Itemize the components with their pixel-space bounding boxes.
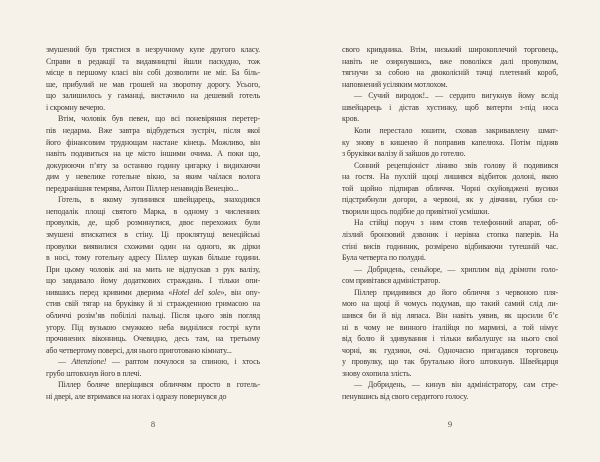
paragraph (342, 44, 558, 90)
text-line: угору. Під вузькою смужкою неба виднілися гострі кути (46, 322, 260, 332)
text-line: його фінансовим труднощам настане кінець. Можливо, він (46, 137, 260, 147)
text-line: або четвертому поверсі, для нього приготовано кімнату... (46, 345, 232, 355)
text-line: ні в чому не винного італійця по мармизі, а той німує (342, 322, 558, 332)
text-line: підстрибнули догори, а червоні, як у дівчини, губки со- (342, 195, 558, 205)
text-line: шився би й від ляпаса. Він навіть уявив, як щосили б’є (342, 310, 558, 320)
text-line: стив свій тягар на бруківку й зі стражденною гримасою на (46, 299, 260, 309)
text-line: у провулку, що так брутально його штовхнув. Швейцарця (342, 357, 558, 367)
text-line: обличчі розім’яв побілілі пальці. Після цього звів погляд (46, 310, 260, 320)
text-line: дим у невелике готельне вікно, за яким чаїлася волога (46, 172, 260, 182)
paragraph (342, 90, 558, 125)
text-line: докурюючи п’яту за останню годину цигарку і видихаючи (46, 160, 260, 170)
text-line: що залишилось у гаманці, вистачило на дешевий готель (46, 91, 260, 101)
page-left-text (46, 44, 260, 402)
paragraph (46, 379, 260, 402)
text-line: Втім, чоловік був певен, що всі поневіряння перетер- (58, 114, 260, 124)
text-line: мою на щоці й чомусь подумав, що такий самий слід ли- (342, 299, 558, 309)
text-line: сом привітався адміністратор. (342, 276, 441, 286)
text-line: Готель, в якому зупинився швейцарець, знаходився (58, 195, 260, 205)
paragraph (342, 125, 558, 160)
text-line: провулки виявилися схожими один на одного, як дірки (46, 241, 260, 251)
text-line: місце в першому класі він собі дозволити не міг. Ба біль- (46, 68, 260, 78)
paragraph (342, 160, 558, 218)
text-line: — Attenzione! — раптом почулося за спиною, і хтось (58, 357, 260, 367)
text-line: творили щось подібне до привітної усмішки. (342, 206, 490, 216)
page-right-text (342, 44, 558, 402)
page-number-right: 9 (447, 419, 453, 429)
paragraph (342, 287, 558, 380)
text-line: наповнений усіляким мотлохом. (342, 79, 448, 89)
text-line: Сонний рецепціоніст ліниво звів голову й подивився (354, 160, 558, 170)
text-line: грубо штовхнув його в плечі. (46, 368, 142, 378)
text-line: кров. (342, 114, 359, 124)
text-line: Була четверта по полудні. (342, 253, 426, 263)
text-line: пів недарма. Вже завтра відбудеться зустріч, після якої (46, 125, 260, 135)
text-line: Піллер придивився до його обличчя з червоною пля- (354, 287, 558, 297)
text-line: ше, прибулий не мав грошей на зворотну дорогу. Усього, (46, 79, 260, 89)
text-line: ні двері, але втримався на ногах і одразу повернувся до (46, 391, 227, 401)
text-line: з бруківки валізу й зайшов до готелю. (342, 149, 466, 159)
paragraph (46, 356, 260, 379)
text-line: швейцарець і дістав хустинку, щоб витерти з-під носа (342, 102, 558, 112)
text-line: навіть не озирнувшись, вже поволікся далі провулком, (342, 56, 558, 66)
text-line: знову охопила злість. (342, 368, 412, 378)
paragraph (46, 44, 260, 113)
paragraph (342, 217, 558, 263)
text-line: На стійці поруч з ним стояв телефонний апарат, об- (354, 218, 558, 228)
text-line: прочинених віконниць. Очевидно, десь там, на третьому (46, 334, 260, 344)
text-line: в носі, тому готельну адресу Піллер шукав більше години. (46, 253, 260, 263)
text-line: свого кривдника. Втім, низький широкоплечий торговець, (342, 45, 558, 54)
text-line: — Добридень, — кинув він адміністратору, сам стре- (354, 380, 558, 390)
text-line: ку знову в кишеню й поправив капелюха. Потім підняв (342, 137, 558, 147)
text-line: пенувшись від свого сердитого голосу. (342, 391, 469, 401)
text-line: При цьому чоловік ані на мить не відпускав з рук валізу, (46, 264, 260, 274)
text-line: той щойно підпирав обличчя. Чорні скуйовджені вусики (342, 183, 558, 193)
text-line: і скромну вечерю. (46, 102, 105, 112)
text-line: провулків, де, щоб розминутися, двоє перехожих були (46, 218, 260, 228)
text-line: — Добридень, сеньйоре, — хриплим від дрімоти голо- (354, 264, 558, 274)
text-line: навіть подивиться на це місто іншими очима. А поки що, (46, 149, 260, 159)
page-number-left: 8 (150, 419, 156, 429)
text-line: нившись перед кривими дверима «Hotel del sole», він опу- (46, 287, 260, 297)
text-line: неподалік площі святого Марка, в одному з численних (46, 206, 260, 216)
paragraph (342, 264, 558, 287)
page-left (46, 0, 260, 462)
paragraph (46, 194, 260, 356)
text-line: стіні висів годинник, розмірено відбиваючи тутешній час. (342, 241, 558, 251)
text-line: лізлий бронзовий дзвоник і нерівна стопка паперів. На (342, 230, 558, 239)
text-line: тягнучи за собою на двоколісній тачці плетений короб, (342, 68, 558, 78)
text-line: на гостя. На пухлій щоці лишився відбиток долоні, якою (342, 172, 558, 182)
text-line: змушений був трястися в незручному купе другого класу. (46, 45, 260, 54)
text-line: від болю й здивування і тільки вибалушує на нього свої (342, 334, 558, 344)
text-line: що завдавало йому додаткових страждань. І тільки опи- (46, 276, 260, 286)
paragraph (46, 113, 260, 194)
paragraph (342, 379, 558, 402)
text-line: Коли перестало юшити, сховав закривавлену шмат- (354, 125, 558, 135)
text-line: передранішня темрява, Антон Піллер ненавидів Венецію... (46, 183, 239, 193)
page-right (342, 0, 558, 462)
text-line: змушені втискатися в стіну. Ці проклятущі венеційські (46, 230, 260, 239)
text-line: чорні, як гудзики, очі. Одночасно пригадався торговець (342, 345, 558, 355)
text-line: Справи в редакції та видавництві йшли паскудно, тож (46, 56, 260, 66)
text-line: — Сучий виродок!.. — сердито вигукнув йому вслід (354, 91, 558, 101)
text-line: Піллер боляче вперіщився обличчям просто в готель- (58, 380, 260, 390)
